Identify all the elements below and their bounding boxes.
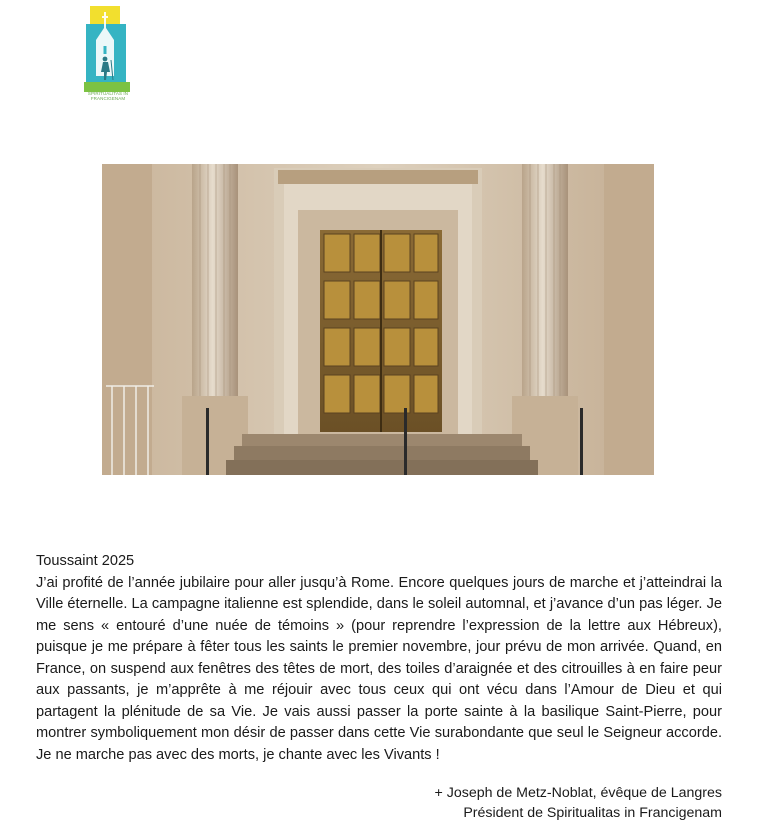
signature xyxy=(435,783,722,823)
holy-door-photo xyxy=(102,164,654,475)
letter xyxy=(36,551,722,766)
signature-name: + Joseph de Metz-Noblat, évêque de Langres xyxy=(434,785,722,801)
signature-title: Président de Spiritualitas in Francigenam xyxy=(463,805,722,821)
letter-title: Toussaint 2025 xyxy=(36,553,135,569)
logo-caption: SPIRITUALITAS IN FRANCIGENAM xyxy=(87,91,129,101)
letter-body: J’ai profité de l’année jubilaire pour aller jusqu’à Rome. Encore quelques jours de marche et j’atteindrai la Ville éternelle. La campagne italienne est splendide, dans le soleil automnal, et j’avance d’un pas léger. Je me sens « entouré d’une nuée de témoins » (pour reprendre l’expression de la lettre aux Hébreux), puisque je me prépare à fêter tous les saints le premier novembre, jour prévu de mon arrivée. Quand, en France, on suspend aux fenêtres des têtes de mort, des toiles d’araignée et des citrouilles à en faire peur aux passants, je m’apprête à me réjouir avec tous ceux qui ont vécu dans l’Amour de Dieu et qui partagent la plénitude de sa Vie. Je vais aussi passer la porte sainte à la basilique Saint-Pierre, pour montrer symboliquement mon désir de passer dans cette Vie surabondante que seul le Seigneur accorde. Je ne marche pas avec des morts, je chante avec les Vivants ! xyxy=(36,574,722,763)
